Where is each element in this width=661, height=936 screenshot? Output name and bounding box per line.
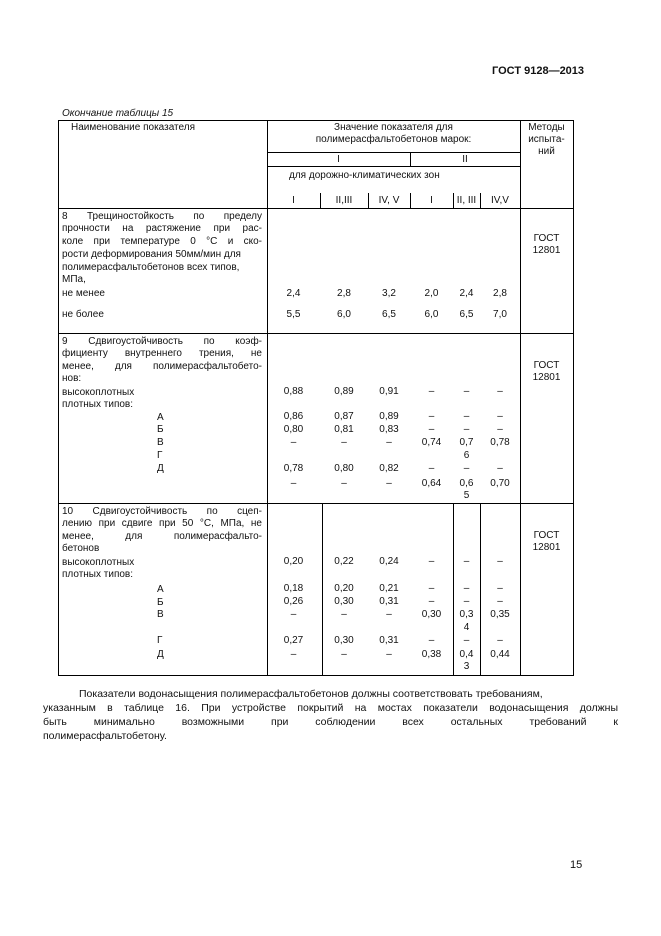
table-cell-value: 0,4 [459,649,474,660]
row9-type-label: Д [157,463,164,474]
row10-name-line: 10 Сдвигоустойчивость по сцеп- [62,506,262,517]
mark-2-header: II [462,154,468,165]
table-cell-value: 0,31 [379,596,399,607]
table-cell-value: 0,89 [334,386,354,397]
row9-type-label: А [157,412,164,423]
table-cell-value: 0,81 [334,424,354,435]
table-cell-value: – [463,583,470,594]
table-cell-value: 0,6 [459,478,474,489]
row9-method: 12801 [532,372,561,383]
row9-name-line: менее, для полимерасфальтобето- [62,361,262,372]
table-cell-value: – [463,411,470,422]
table-cell-value: – [341,649,347,660]
row8-name-line: 8 Трещиностойкость по пределу [62,211,262,222]
row10-value-wrap: 4 [463,622,470,633]
row10-method: 12801 [532,542,561,553]
zone-header: I [430,195,433,206]
table-cell-value: – [341,609,347,620]
table-cell-value: – [428,556,435,567]
table-cell-value: 0,89 [379,411,399,422]
table-cell-value: – [497,386,503,397]
paragraph-line: быть минимально возможными при соблюдении всех остальных требований к [43,716,618,728]
row9-name-line: 9 Сдвигоустойчивость по коэф- [62,336,262,347]
row9-type-label: Б [157,424,164,435]
methods-header-line1: Методы [528,122,565,133]
table-cell-value: – [497,596,503,607]
table-cell-value: 0,21 [379,583,399,594]
row8-name-line: рости деформирования 50мм/мин для [62,249,241,260]
table-cell-value: – [428,424,435,435]
table-cell-value: 0,70 [490,478,510,489]
methods-header-line3: ний [538,146,555,157]
row9-name-line: нов: [62,373,82,384]
table-cell-value: – [497,424,503,435]
table-cell-value: 0,26 [283,596,304,607]
table-cell-value: – [497,556,503,567]
table-cell-value: – [386,437,392,448]
table-cell-value: 0,30 [421,609,442,620]
table-cell-value: 0,87 [334,411,354,422]
table-cell-value: – [386,649,392,660]
table-cell-value: 0,82 [379,463,399,474]
table-cell-value: – [290,478,297,489]
zone-header: II, III [456,195,477,206]
table-cell-value: – [290,649,297,660]
row10-type-label: В [157,609,164,620]
table-cell-value: 2,8 [337,288,351,299]
table-cell-value: 6,0 [337,309,351,320]
table-cell-value: 5,5 [286,309,301,320]
table-cell-value: 0,24 [379,556,399,567]
row9-type-label: В [157,437,164,448]
paragraph-line: Показатели водонасыщения полимерасфальтобетонов должны соответствовать требованиям, [79,688,543,700]
table-cell-value: 0,18 [283,583,304,594]
table-cell-value: 0,30 [334,596,354,607]
table-caption: Окончание таблицы 15 [62,108,174,119]
table-cell-value: 2,4 [286,288,301,299]
row9-name-line: высокоплотных [62,387,135,398]
row9-value-wrap: 5 [463,490,470,501]
table-cell-value: – [341,437,347,448]
row10-type-label: А [157,584,164,595]
table-cell-value: – [341,478,347,489]
table-cell-value: – [463,463,470,474]
table-cell-value: 0,7 [459,437,474,448]
zones-header: для дорожно-климатических зон [289,170,440,181]
row8-name-line: МПа, [62,274,86,285]
row8-method: ГОСТ [533,233,560,244]
row8-max-label: не более [62,309,104,320]
table-cell-value: 0,83 [379,424,399,435]
row8-name-line: коле при температуре 0 °С и ско- [62,236,262,247]
table-cell-value: 0,44 [490,649,510,660]
table-cell-value: 2,0 [424,288,439,299]
table-cell-value: 0,35 [490,609,510,620]
row10-name-line: менее, для полимерасфальто- [62,531,262,542]
table-cell-value: – [386,478,392,489]
row10-name-line: лению при сдвиге при 50 °С, МПа, не [62,518,262,529]
table-cell-value: 7,0 [493,309,507,320]
paragraph-line: полимерасфальтобетону. [43,730,167,742]
table-cell-value: 0,64 [421,478,442,489]
table-cell-value: 0,20 [283,556,304,567]
table-cell-value: 0,38 [421,649,442,660]
col-header-name: Наименование показателя [71,122,195,133]
row10-type-label: Б [157,597,164,608]
table-cell-value: – [463,596,470,607]
table-cell-value: – [497,583,503,594]
table-cell-value: – [428,596,435,607]
row10-type-label: Г [157,635,163,646]
table-cell-value: 0,91 [379,386,399,397]
mark-1-header: I [337,154,340,165]
table-cell-value: 6,5 [459,309,474,320]
zone-header: IV, V [378,195,400,206]
table-cell-value: 0,88 [283,386,304,397]
row9-value-wrap: 6 [463,450,470,461]
table-cell-value: – [463,635,470,646]
zone-header: IV,V [491,195,509,206]
row9-name-line: плотных типов: [62,399,134,410]
table-cell-value: – [428,411,435,422]
row8-name-line: прочности на растяжение при рас- [62,223,262,234]
table-cell-value: – [428,583,435,594]
table-cell-value: – [463,424,470,435]
row10-name-line: высокоплотных [62,557,135,568]
table-cell-value: – [428,463,435,474]
row8-name-line: полимерасфальтобетонов всех типов, [62,262,240,273]
table-cell-value: 0,86 [283,411,304,422]
table-cell-value: – [290,437,297,448]
table-cell-value: 0,3 [459,609,474,620]
row8-min-label: не менее [62,288,105,299]
table-cell-value: 0,20 [334,583,354,594]
table-cell-value: 0,74 [421,437,442,448]
table-cell-value: – [497,635,503,646]
table-cell-value: – [463,386,470,397]
row10-method: ГОСТ [533,530,560,541]
values-title-line1: Значение показателя для [334,122,453,133]
methods-header-line2: испыта- [528,134,565,145]
zone-header: I [292,195,295,206]
table-cell-value: – [428,635,435,646]
table-cell-value: 0,80 [283,424,304,435]
table-cell-value: – [463,556,470,567]
zone-header: II,III [335,195,353,206]
row10-name-line: бетонов [62,543,100,554]
table-cell-value: – [428,386,435,397]
row9-method: ГОСТ [533,360,560,371]
table-cell-value: 0,31 [379,635,399,646]
row10-type-label: Д [157,649,164,660]
values-title-line2: полимерасфальтобетонов марок: [315,134,472,145]
table-cell-value: – [386,609,392,620]
table-cell-value: 0,78 [283,463,304,474]
document-id: ГОСТ 9128—2013 [492,65,585,77]
table-cell-value: 0,22 [334,556,354,567]
table-cell-value: – [497,411,503,422]
paragraph-line: указанным в таблице 16. При устройстве покрытий на мостах показатели водонасыщения должны [43,702,618,714]
table-cell-value: 3,2 [382,288,396,299]
table-cell-value: 0,27 [283,635,304,646]
table-cell-value: 6,0 [424,309,439,320]
table-cell-value: 0,30 [334,635,354,646]
row10-name-line: плотных типов: [62,569,134,580]
row9-name-line: фициенту внутреннего трения, не [62,348,262,359]
table-cell-value: 0,78 [490,437,510,448]
row10-value-wrap: 3 [463,661,470,672]
table-cell-value: 6,5 [382,309,396,320]
row9-type-label: Г [157,450,163,461]
table-cell-value: 0,80 [334,463,354,474]
table-cell-value: 2,8 [493,288,507,299]
table-cell-value: – [497,463,503,474]
table-cell-value: 2,4 [459,288,474,299]
row8-method: 12801 [532,245,561,256]
table-cell-value: – [290,609,297,620]
page-number: 15 [570,859,583,871]
